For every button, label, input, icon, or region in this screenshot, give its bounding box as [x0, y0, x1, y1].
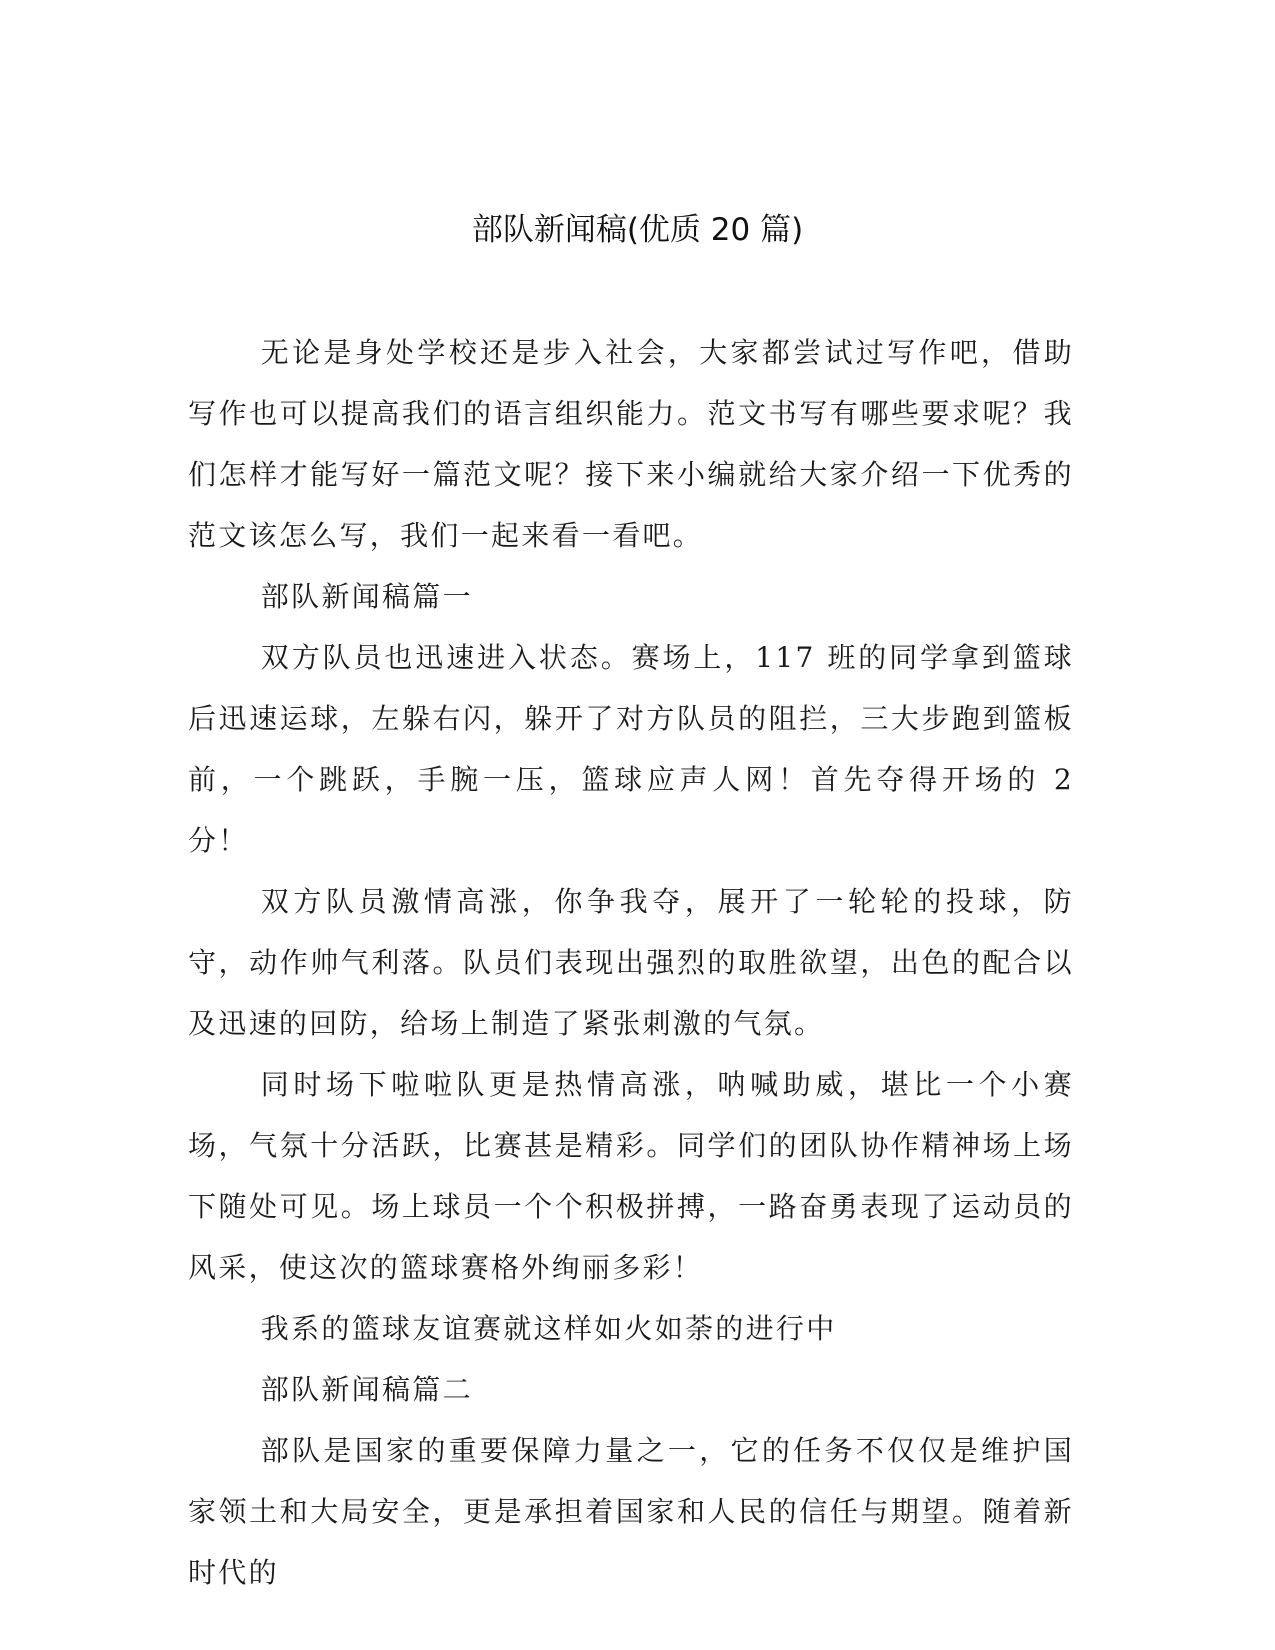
paragraph: 同时场下啦啦队更是热情高涨，呐喊助威，堪比一个小赛场，气氛十分活跃，比赛甚是精彩。同学们的团队协作精神场上场下随处可见。场上球员一个个积极拼搏，一路奋勇表现了运动员的风采，使这次的篮球赛格外绚丽多彩！ — [188, 1068, 1074, 1284]
paragraph: 部队是国家的重要保障力量之一，它的任务不仅仅是维护国家领土和大局安全，更是承担着国家和人民的信任与期望。随着新时代的 — [188, 1434, 1074, 1589]
paragraph: 双方队员激情高涨，你争我夺，展开了一轮轮的投球，防守，动作帅气利落。队员们表现出强烈的取胜欲望，出色的配合以及迅速的回防，给场上制造了紧张刺激的气氛。 — [188, 885, 1074, 1040]
intro-paragraph: 无论是身处学校还是步入社会，大家都尝试过写作吧，借助写作也可以提高我们的语言组织能力。范文书写有哪些要求呢？我们怎样才能写好一篇范文呢？接下来小编就给大家介绍一下优秀的范文该怎么写，我们一起来看一看吧。 — [188, 336, 1074, 552]
section-heading-1: 部队新闻稿篇一 — [260, 580, 473, 613]
paragraph: 双方队员也迅速进入状态。赛场上，117 班的同学拿到篮球后迅速运球，左躲右闪，躲开了对方队员的阻拦，三大步跑到篮板前，一个跳跃，手腕一压，篮球应声人网！首先夺得开场的 2 分！ — [188, 641, 1074, 857]
section-heading-2: 部队新闻稿篇二 — [260, 1373, 473, 1406]
paragraph: 我系的篮球友谊赛就这样如火如荼的进行中 — [260, 1312, 837, 1345]
document-body — [188, 322, 1074, 1603]
document-title: 部队新闻稿(优质 20 篇) — [471, 212, 804, 248]
